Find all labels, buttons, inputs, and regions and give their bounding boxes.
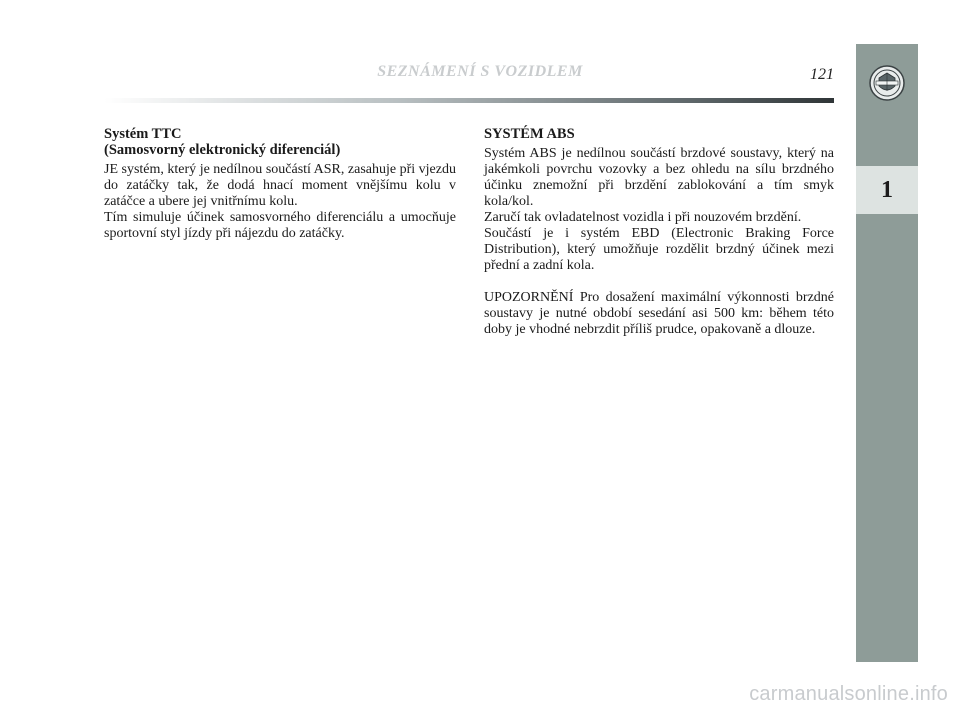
- abs-paragraph-1: Systém ABS je nedílnou součástí brzdové soustavy, který na jakémkoli povrchu vozovky a bez ohledu na sílu brzdného účinku znemožní při brzdění zablokování a tím smyk kola/kol.: [484, 146, 834, 209]
- ttc-subheading: (Samosvorný elektronický diferenciál): [104, 142, 341, 158]
- page-number: 121: [810, 66, 834, 83]
- abs-warning-paragraph: UPOZORNĚNÍ Pro dosažení maximální výkonnosti brzdné soustavy je nutné období sesedání asi 500 km: během této doby je vhodné nebrzdit příliš prudce, opakovaně a dlouze.: [484, 290, 834, 337]
- site-watermark: carmanualsonline.info: [749, 683, 948, 705]
- ttc-paragraph-2: Tím simuluje účinek samosvorného diferenciálu a umocňuje sportovní styl jízdy při nájezdu do zatáčky.: [104, 210, 456, 241]
- paragraph-spacer: [484, 274, 834, 290]
- abs-heading: SYSTÉM ABS: [484, 126, 575, 142]
- right-column: [484, 126, 834, 338]
- ttc-heading: Systém TTC: [104, 126, 182, 142]
- header-divider: [104, 98, 834, 103]
- lancia-shield-icon: [856, 44, 918, 122]
- chapter-sidebar: [856, 44, 918, 662]
- left-column: [104, 126, 456, 242]
- ttc-paragraph-1: JE systém, který je nedílnou součástí ASR, zasahuje při vjezdu do zatáčky tak, že dodá hnací moment vnějšímu kolu v zatáčce a ubere jej vnitřnímu kolu.: [104, 162, 456, 209]
- chapter-tab[interactable]: 1: [856, 166, 918, 214]
- page-header-title: SEZNÁMENÍ S VOZIDLEM: [377, 63, 583, 80]
- abs-paragraph-3: Součástí je i systém EBD (Electronic Braking Force Distribution), který umožňuje rozdělit brzdný účinek mezi přední a zadní kola.: [484, 226, 834, 273]
- abs-paragraph-2: Zaručí tak ovladatelnost vozidla i při nouzovém brzdění.: [484, 210, 802, 225]
